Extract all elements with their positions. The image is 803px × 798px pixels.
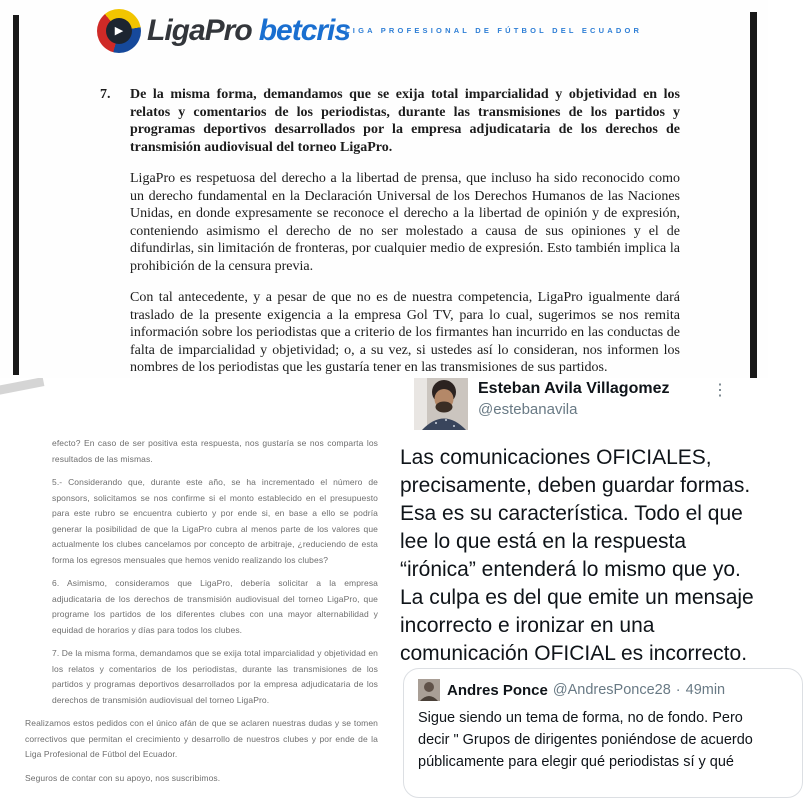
tweet-author-name[interactable]: Esteban Avila Villagomez [478,380,670,397]
quoted-author-name[interactable]: Andres Ponce [447,681,548,699]
quoted-tweet-text: Sigue siendo un tema de forma, no de fondo. Pero decir " Grupos de dirigentes poniéndose de acuerdo públicamente para elegir qué periodistas sí y qué [418,710,753,770]
letter-paragraph: Con tal antecedente, y a pesar de que no es de nuestra competencia, LigaPro igualmente dará traslado de la presente exigencia a la empresa Gol TV, para lo cual, sugerimos se nos remita información sobre los periodistas que a criterio de los firmantes han incurrido en las conductas de falta de imparcialidad y objetividad; o, a su vez, si ustedes así lo consideran, nos informen los nombres de los periodistas que les gustaría tener en las transmisiones de sus partidos. [130,290,680,375]
letter-paragraph: 5.- Considerando que, durante este año, se ha incrementado el número de sponsors, solicitamos se nos confirme si el monto establecido en el presupuesto para este rubro se encuentra cubierto y por ende si, en base a ello se podría generar la posibilidad de que la LigaPro cubra al menos parte de los valores que actualmente los clubes cancelamos por concepto de arbitraje, ¿reduciendo de esta forma los egresos mensuales que hemos venido realizando los clubes? [52,477,378,565]
page-edge-right [750,12,757,378]
ligapro-betcris-logo [97,7,350,55]
quoted-author-handle[interactable]: @AndresPonce28 [552,682,671,698]
page-edge-left [13,15,19,375]
avatar[interactable] [418,679,440,701]
letter-paragraph: LigaPro es respetuosa del derecho a la libertad de prensa, que incluso ha sido reconocido como un derecho fundamental en la Declaración Universal de los Derechos Humanos de las Naciones Unidas, en donde expresamente se reconoce el derecho a la libertad de opinión y de expresión, conteniendo asimismo el derecho de no ser molestado a causa de sus opiniones y el de difundirlas, sin limitación de fronteras, por cualquier medio de expresión. Esto también implica la prohibición de la censura previa. [130,171,680,274]
clubs-letter-page [0,380,392,783]
quoted-timestamp: 49min [685,682,726,698]
tweet-author-block [478,376,669,422]
letter-signoff: Seguros de contar con su apoyo, nos suscribimos. [25,772,221,783]
item-number: 7. [100,87,111,102]
esteban-avatar-image [414,376,468,430]
quoted-tweet-card[interactable] [403,668,803,798]
andres-avatar-image [418,679,440,701]
letter-body [100,86,680,377]
avatar[interactable] [414,376,468,430]
betcris-wordmark: betcris [258,14,351,47]
letterhead-tagline: LIGA PROFESIONAL DE FÚTBOL DEL ECUADOR [345,26,643,35]
ligapro-wordmark: LigaPro [147,14,252,47]
letter-item-7 [100,86,680,156]
more-vertical-icon[interactable]: ⋮ [712,382,728,399]
letter-closing-paragraph: Realizamos estos pedidos con el único afán de que se aclaren nuestras dudas y se tomen correctivos que permitan el crecimiento y desarrollo de nuestros clubes y por ende de la Liga Profesional de Fútbol del Ecuador. [25,718,378,759]
ligapro-badge-icon [97,9,141,53]
play-icon: ▶ [106,18,132,44]
ligapro-letter-page [0,0,768,378]
tweet-header [392,372,768,430]
tweet-text: Las comunicaciones OFICIALES, precisamente, deben guardar formas. Esa es su característica. Todo el que lee lo que está en la respuesta “irónica” entenderá lo mismo que yo. La culpa es del que emite un mensaje incorrecto e ironizar en una comunicación OFICIAL es incorrecto. [400,446,754,665]
letter-paragraph: efecto? En caso de ser positiva esta respuesta, nos gustaría se nos comparta los resultados de las mismas. [52,438,378,464]
item-text: De la misma forma, demandamos que se exija total imparcialidad y objetividad en los relatos y comentarios de los periodistas, durante las transmisiones de los partidos y programas deportivos desarrollados por la empresa adjudicataria de los derechos de transmisión audiovisual del torneo LigaPro. [130,87,680,155]
meta-separator: · [675,682,681,698]
tweet-card [392,372,768,768]
quoted-tweet-header [418,679,788,701]
letter-paragraph: 7. De la misma forma, demandamos que se exija total imparcialidad y objetividad en los relatos y comentarios de los periodistas, durante las transmisiones de los partidos y programas deportivos desarrollados por la empresa adjudicataria de los derechos de transmisión audiovisual del torneo LigaPro. [52,648,378,705]
letter-paragraph: 6. Asimismo, consideramos que LigaPro, debería solicitar a la empresa adjudicataria de los derechos de transmisión audiovisual del torneo LigaPro, que programe los partidos de los diferentes clubes con una mayor alternabilidad y equidad de horarios y días para todos los clubes. [52,578,378,635]
page-corner-artifact [0,377,44,396]
tweet-author-handle[interactable]: @estebanavila [478,401,578,418]
